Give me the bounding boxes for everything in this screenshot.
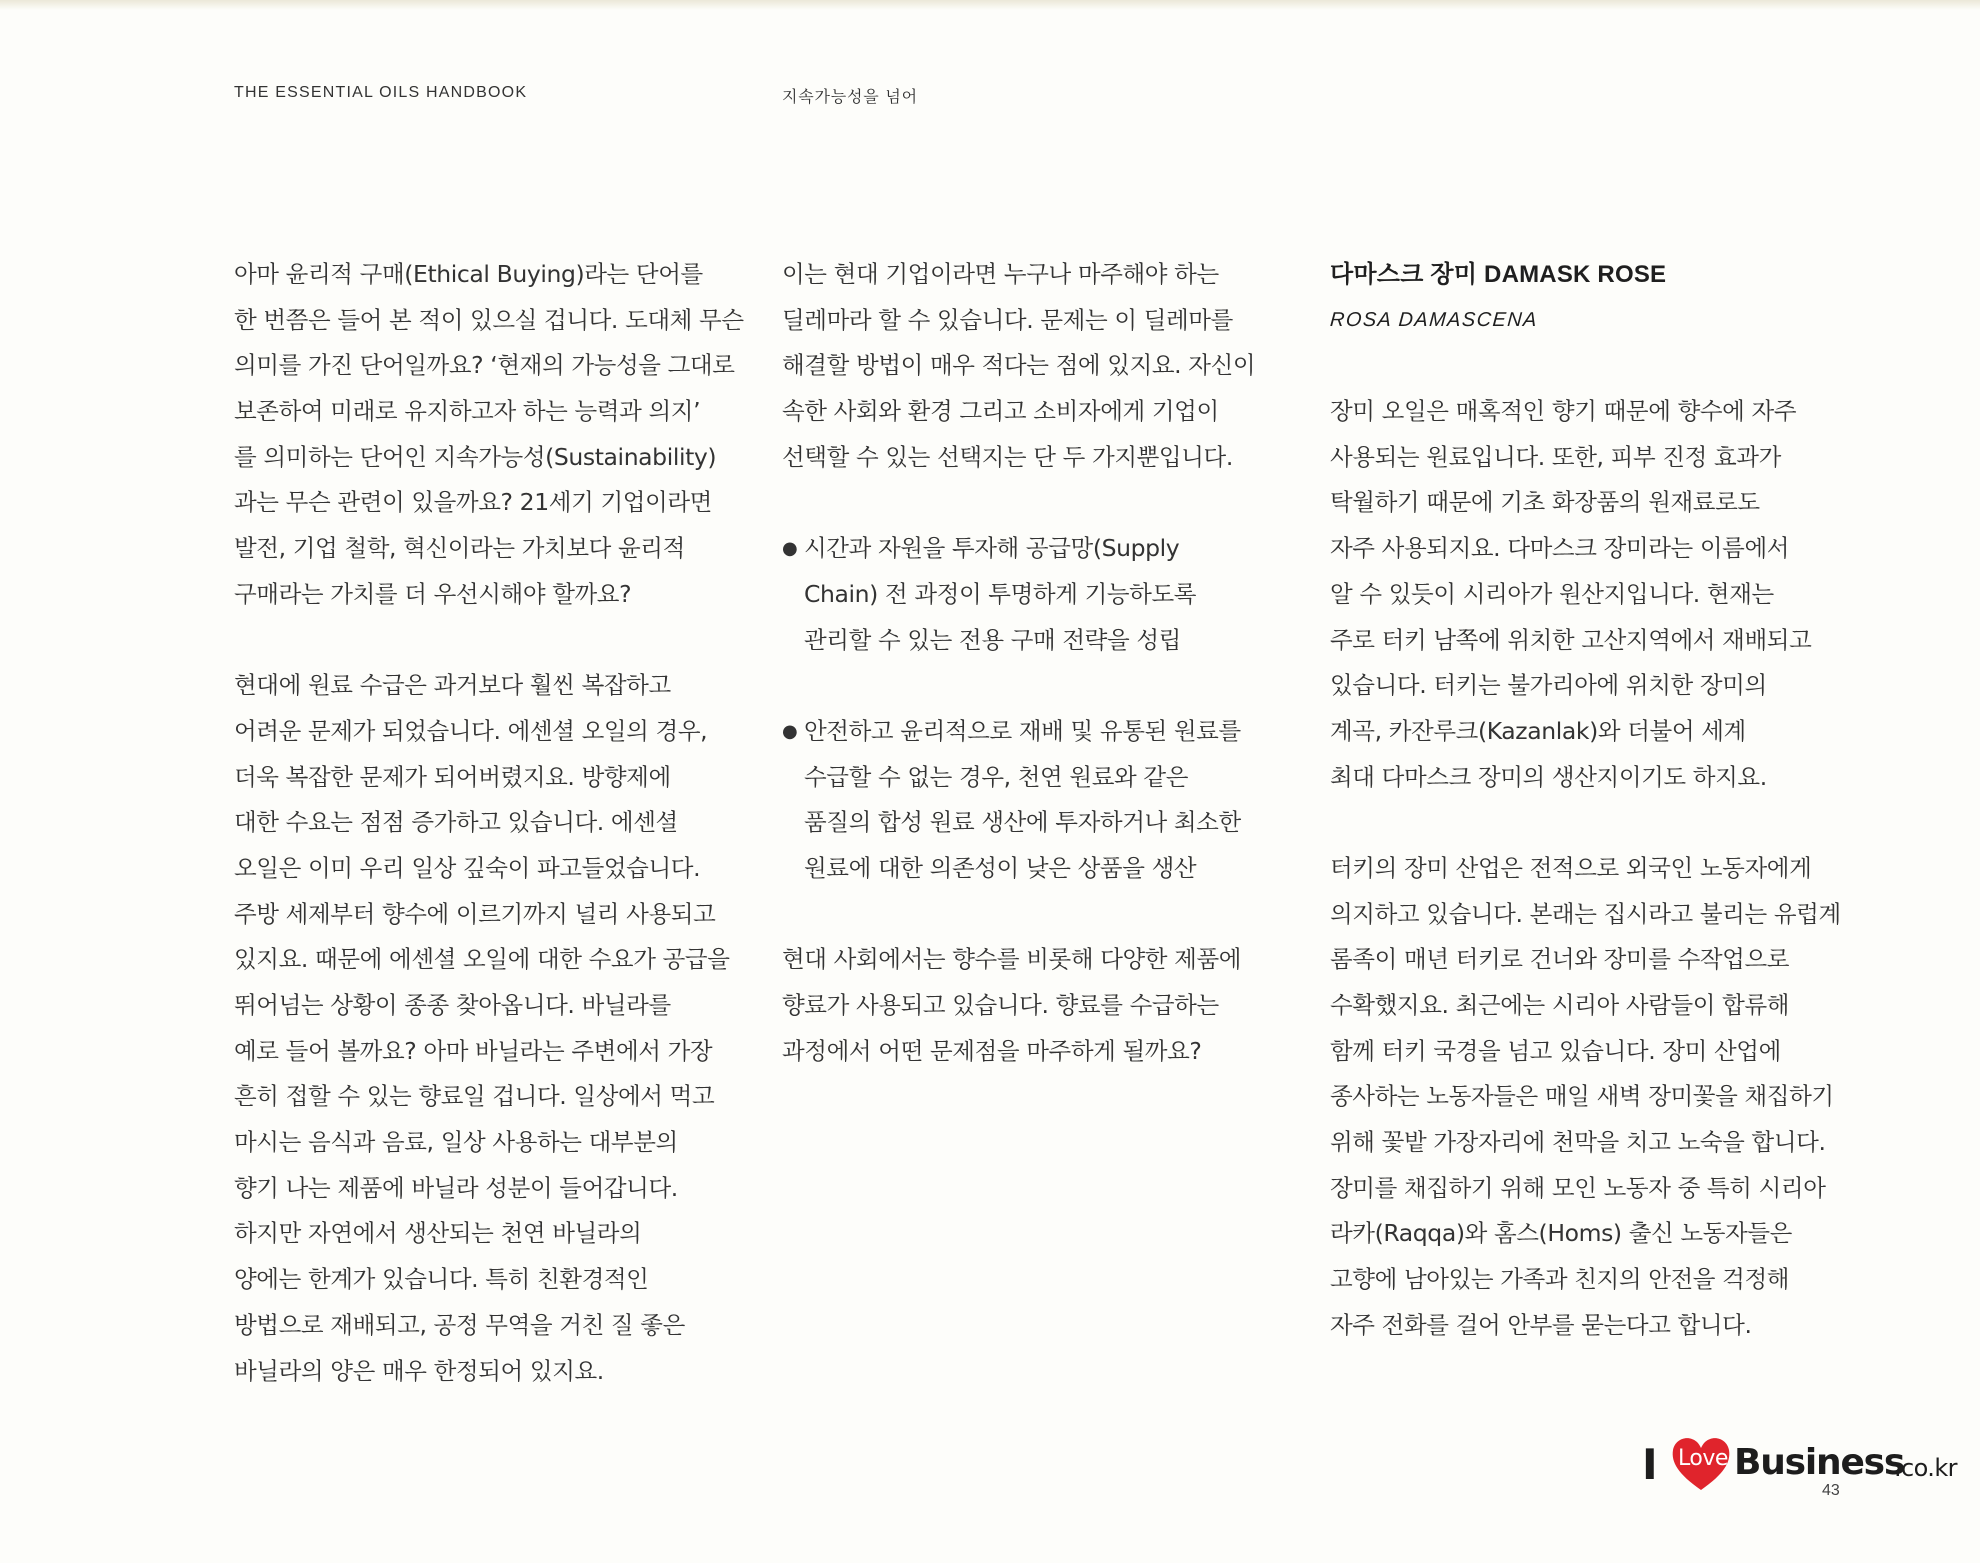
section-heading-damask-rose: 다마스크 장미 DAMASK ROSE [1330,261,1667,288]
paragraph-gap [782,892,1262,938]
text-line: 품질의 합성 원료 생산에 투자하거나 최소한 [804,808,1241,837]
text-line: 예로 들어 볼까요? 아마 바닐라는 주변에서 가장 [234,1036,713,1065]
text-line: 향기 나는 제품에 바닐라 성분이 들어갑니다. [234,1173,678,1202]
text-line: 현대에 원료 수급은 과거보다 훨씬 복잡하고 [234,671,671,700]
bullet-item-synthetic-materials [782,709,1262,892]
text-line: 시간과 자원을 투자해 공급망(Supply [804,534,1180,563]
paragraph-raw-material-supply [234,663,754,1394]
text-line: 향료가 사용되고 있습니다. 향료를 수급하는 [782,991,1219,1019]
paragraph-gap [1330,343,1850,389]
text-line: 수급할 수 없는 경우, 천연 원료와 같은 [804,762,1189,791]
text-line: 원료에 대한 의존성이 낮은 상품을 생산 [804,853,1197,882]
text-line: 한 번쯤은 들어 본 적이 있으실 겁니다. 도대체 무슨 [234,305,744,334]
text-line: 위해 꽃밭 가장자리에 천막을 치고 노숙을 합니다. [1330,1128,1826,1157]
i-love-business-logo [1642,1432,1962,1502]
text-line: 발전, 기업 철학, 혁신이라는 가치보다 윤리적 [234,534,685,563]
text-line: 를 의미하는 단어인 지속가능성(Sustainability) [234,442,717,471]
running-head-section-title: 지속가능성을 넘어 [782,87,918,106]
paragraph-rose-industry [1330,846,1850,1349]
text-column-1 [234,252,754,1394]
page-number: 43 [1822,1482,1840,1499]
paragraph-gap [1330,800,1850,846]
text-line: 자주 사용되지요. 다마스크 장미라는 이름에서 [1330,534,1790,563]
text-line: 탁월하기 때문에 기초 화장품의 원재료로도 [1330,488,1760,517]
text-line: 함께 터키 국경을 넘고 있습니다. 장미 산업에 [1330,1036,1781,1065]
bullet-dot-icon: ● [782,538,798,560]
text-line: 바닐라의 양은 매우 한정되어 있지요. [234,1356,604,1385]
text-line: 롬족이 매년 터키로 건너와 장미를 수작업으로 [1330,945,1790,974]
text-line: 알 수 있듯이 시리아가 원산지입니다. 현재는 [1330,579,1774,608]
text-line: 뛰어넘는 상황이 종종 찾아옵니다. 바닐라를 [234,991,671,1019]
text-line: 주방 세제부터 향수에 이르기까지 널리 사용되고 [234,899,716,928]
text-line: 고향에 남아있는 가족과 친지의 안전을 걱정해 [1330,1265,1790,1294]
logo-word-love: Love [1678,1446,1728,1471]
text-line: 속한 사회와 환경 그리고 소비자에게 기업이 [782,397,1219,426]
text-line: 어려운 문제가 되었습니다. 에센셜 오일의 경우, [234,716,708,745]
text-line: 터키의 장미 산업은 전적으로 외국인 노동자에게 [1330,853,1812,882]
logo-domain-suffix: .co.kr [1894,1454,1957,1482]
text-line: 이는 현대 기업이라면 누구나 마주해야 하는 [782,260,1219,288]
text-line: 마시는 음식과 음료, 일상 사용하는 대부분의 [234,1128,678,1157]
bullet-item-supply-chain [782,526,1262,663]
text-line: 주로 터키 남쪽에 위치한 고산지역에서 재배되고 [1330,625,1812,654]
text-line: 과는 무슨 관련이 있을까요? 21세기 기업이라면 [234,488,712,517]
paragraph-gap [782,663,1262,709]
page-top-edge [0,0,1980,10]
text-line: 현대 사회에서는 향수를 비롯해 다양한 제품에 [782,945,1242,974]
text-line: 흔히 접할 수 있는 향료일 겁니다. 일상에서 먹고 [234,1082,715,1111]
text-line: 자주 전화를 걸어 안부를 묻는다고 합니다. [1330,1310,1752,1339]
text-line: 의지하고 있습니다. 본래는 집시라고 불리는 유럽계 [1330,899,1841,928]
text-line: Chain) 전 과정이 투명하게 기능하도록 [804,579,1197,608]
text-line: 선택할 수 있는 선택지는 단 두 가지뿐입니다. [782,442,1233,471]
text-line: 수확했지요. 최근에는 시리아 사람들이 합류해 [1330,991,1790,1019]
text-line: 사용되는 원료입니다. 또한, 피부 진정 효과가 [1330,442,1781,471]
text-line: 최대 다마스크 장미의 생산지이기도 하지요. [1330,762,1767,791]
text-line: 방법으로 재배되고, 공정 무역을 거친 질 좋은 [234,1310,685,1339]
text-line: 안전하고 윤리적으로 재배 및 유통된 원료를 [804,716,1241,745]
text-line: 과정에서 어떤 문제점을 마주하게 될까요? [782,1036,1202,1065]
text-column-3 [1330,252,1850,1349]
logo-letter-i: I [1642,1440,1658,1489]
text-line: 더욱 복잡한 문제가 되어버렸지요. 방향제에 [234,762,671,791]
text-line: 관리할 수 있는 전용 구매 전략을 성립 [804,625,1181,654]
running-head-book-title: THE ESSENTIAL OILS HANDBOOK [234,84,528,101]
text-line: 오일은 이미 우리 일상 깊숙이 파고들었습니다. [234,853,701,882]
text-line: 있습니다. 터키는 불가리아에 위치한 장미의 [1330,671,1767,700]
bullet-dot-icon: ● [782,720,798,742]
text-line: 계곡, 카잔루크(Kazanlak)와 더불어 세계 [1330,716,1746,745]
paragraph-rose-oil [1330,389,1850,800]
paragraph-dilemma [782,252,1262,480]
section-subheading-latin-name: ROSA DAMASCENA [1329,308,1539,331]
text-line: 양에는 한계가 있습니다. 특히 친환경적인 [234,1265,649,1294]
text-line: 딜레마라 할 수 있습니다. 문제는 이 딜레마를 [782,305,1233,334]
text-line: 구매라는 가치를 더 우선시해야 할까요? [234,579,632,608]
text-line: 장미를 채집하기 위해 모인 노동자 중 특히 시리아 [1330,1173,1826,1202]
text-line: 해결할 방법이 매우 적다는 점에 있지요. 자신이 [782,351,1256,380]
text-line: 하지만 자연에서 생산되는 천연 바닐라의 [234,1219,642,1248]
paragraph-ethical-buying [234,252,754,618]
paragraph-fragrance-question [782,937,1262,1074]
text-line: 아마 윤리적 구매(Ethical Buying)라는 단어를 [234,260,703,288]
text-line: 보존하여 미래로 유지하고자 하는 능력과 의지’ [234,397,701,426]
paragraph-gap [782,480,1262,526]
text-line: 의미를 가진 단어일까요? ‘현재의 가능성을 그대로 [234,351,735,380]
text-line: 종사하는 노동자들은 매일 새벽 장미꽃을 채집하기 [1330,1082,1834,1111]
paragraph-gap [234,618,754,664]
text-column-2 [782,252,1262,1074]
text-line: 대한 수요는 점점 증가하고 있습니다. 에센셜 [234,808,678,837]
text-line: 장미 오일은 매혹적인 향기 때문에 향수에 자주 [1330,397,1797,426]
text-line: 있지요. 때문에 에센셜 오일에 대한 수요가 공급을 [234,945,730,974]
text-line: 라카(Raqqa)와 홈스(Homs) 출신 노동자들은 [1330,1219,1792,1248]
logo-word-business: Business [1734,1442,1905,1483]
